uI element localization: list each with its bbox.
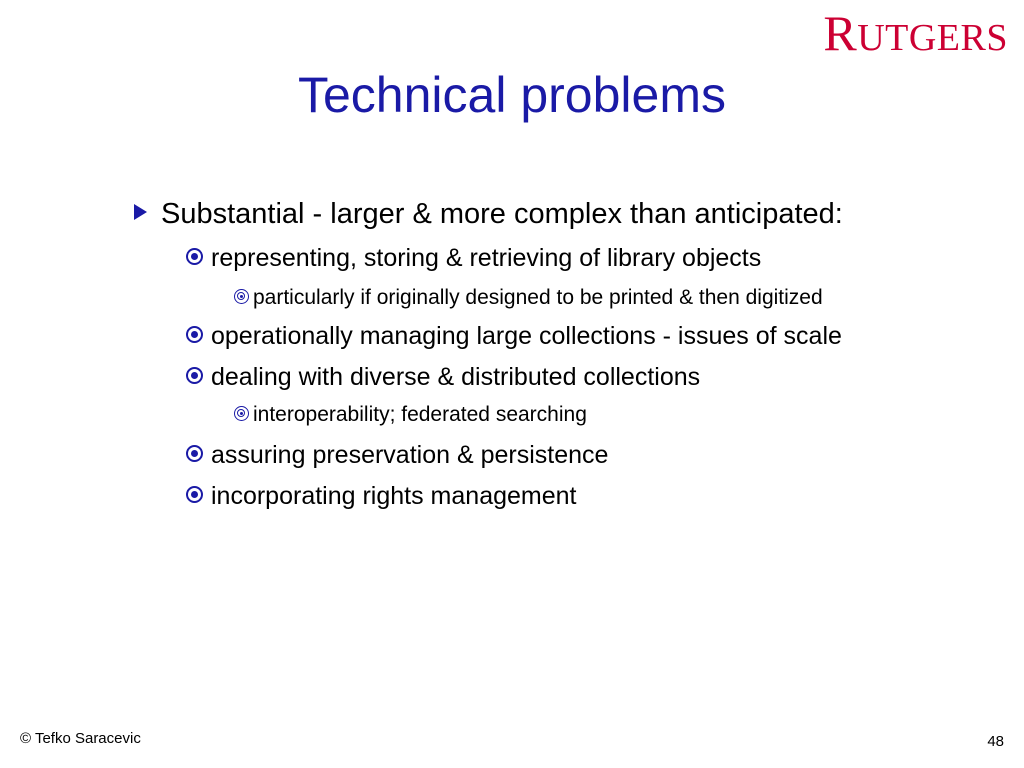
rutgers-logo: RUTGERS: [823, 5, 1008, 61]
concentric-rings-bullet-icon: [234, 406, 249, 421]
bullet-detail-1: particularly if originally designed to be printed & then digitized: [234, 286, 823, 310]
bullet-sub-2: operationally managing large collections - issues of scale: [186, 322, 842, 351]
bullet-sub-3: dealing with diverse & distributed collections: [186, 363, 700, 392]
bullet-sub-1: representing, storing & retrieving of library objects: [186, 244, 761, 273]
bullet-main: Substantial - larger & more complex than anticipated:: [134, 198, 843, 231]
copyright-footer: © Tefko Saracevic: [20, 730, 141, 747]
circle-dot-bullet-icon: [186, 486, 203, 503]
circle-dot-bullet-icon: [186, 445, 203, 462]
page-number: 48: [987, 733, 1004, 750]
circle-dot-bullet-icon: [186, 248, 203, 265]
concentric-rings-bullet-icon: [234, 289, 249, 304]
bullet-sub-4: assuring preservation & persistence: [186, 441, 608, 470]
circle-dot-bullet-icon: [186, 367, 203, 384]
slide-title: Technical problems: [298, 67, 726, 123]
bullet-sub-5: incorporating rights management: [186, 482, 576, 511]
arrow-bullet-icon: [134, 204, 147, 220]
circle-dot-bullet-icon: [186, 326, 203, 343]
bullet-detail-2: interoperability; federated searching: [234, 403, 587, 427]
